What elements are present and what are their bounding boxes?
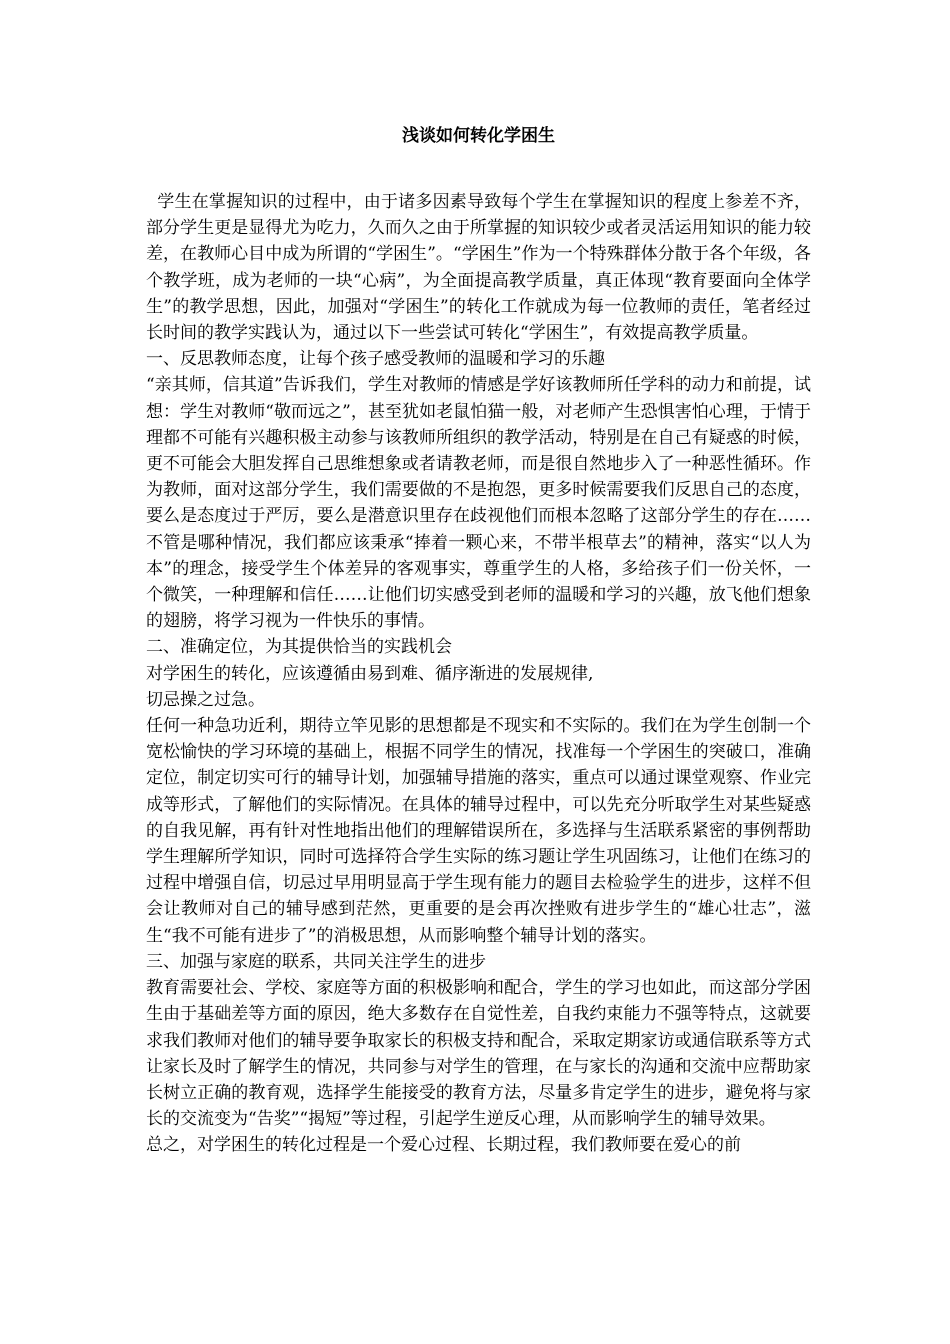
section-2-line-1: 对学困生的转化，应该遵循由易到难、循序渐进的发展规律, [146, 663, 594, 684]
section-2-heading: 二、准确定位，为其提供恰当的实践机会 [146, 637, 452, 658]
document-title: 浅谈如何转化学困生 [402, 126, 555, 146]
section-1-heading: 一、反思教师态度，让每个孩子感受教师的温暖和学习的乐趣 [146, 349, 605, 370]
section-3-heading: 三、加强与家庭的联系，共同关注学生的进步 [146, 951, 486, 972]
intro-paragraph: 学生在掌握知识的过程中，由于诸多因素导致每个学生在掌握知识的程度上参差不齐，部分学生更是显得尤为吃力，久而久之由于所掌握的知识较少或者灵活运用知识的能力较差，在教师心目中成为所谓的“学困生”。“学困生”作为一个特殊群体分散于各个年级，各个教学班，成为老师的一块“心病”，为全面提高教学质量，真正体现“教育要面向全体学生”的教学思想，因此，加强对“学困生”的转化工作就成为每一位教师的责任，笔者经过长时间的教学实践认为，通过以下一些尝试可转化“学困生”，有效提高教学质量。 [146, 192, 812, 344]
section-3-body: 教育需要社会、学校、家庭等方面的积极影响和配合，学生的学习也如此，而这部分学困生由于基础差等方面的原因，绝大多数存在自觉性差，自我约束能力不强等特点，这就要求我们教师对他们的辅导要争取家长的积极支持和配合，采取定期家访或通信联系等方式让家长及时了解学生的情况，共同参与对学生的管理，在与家长的沟通和交流中应帮助家长树立正确的教育观，选择学生能接受的教育方法，尽量多肯定学生的进步，避免将与家长的交流变为“告奖”“揭短”等过程，引起学生逆反心理，从而影响学生的辅导效果。 [146, 978, 811, 1130]
section-1-body: “亲其师，信其道”告诉我们，学生对教师的情感是学好该教师所任学科的动力和前提，试想：学生对教师“敬而远之”，甚至犹如老鼠怕猫一般，对老师产生恐惧害怕心理，于情于理都不可能有兴趣积极主动参与该教师所组织的教学活动，特别是在自己有疑惑的时候，更不可能会大胆发挥自己思维想象或者请教老师，而是很自然地步入了一种恶性循环。作为教师，面对这部分学生，我们需要做的不是抱怨，更多时候需要我们反思自己的态度，要么是态度过于严厉，要么是潜意识里存在歧视他们而根本忽略了这部分学生的存在……不管是哪种情况，我们都应该秉承“捧着一颗心来，不带半根草去”的精神，落实“以人为本”的理念，接受学生个体差异的客观事实，尊重学生的人格，多给孩子们一份关怀，一个微笑，一种理解和信任……让他们切实感受到老师的温暖和学习的兴趣，放飞他们想象的翅膀，将学习视为一件快乐的事情。 [146, 375, 811, 632]
section-2-line-2: 切忌操之过急。 [146, 689, 265, 710]
conclusion-paragraph: 总之，对学困生的转化过程是一个爱心过程、长期过程，我们教师要在爱心的前 [146, 1135, 741, 1156]
section-2-body: 任何一种急功近利，期待立竿见影的思想都是不现实和不实际的。我们在为学生创制一个宽松愉快的学习环境的基础上，根据不同学生的情况，找准每一个学困生的突破口，准确定位，制定切实可行的辅导计划，加强辅导措施的落实，重点可以通过课堂观察、作业完成等形式，了解他们的实际情况。在具体的辅导过程中，可以先充分听取学生对某些疑惑的自我见解，再有针对性地指出他们的理解错误所在，多选择与生活联系紧密的事例帮助学生理解所学知识，同时可选择符合学生实际的练习题让学生巩固练习，让他们在练习的过程中增强自信，切忌过早用明显高于学生现有能力的题目去检验学生的进步，这样不但会让教师对自己的辅导感到茫然，更重要的是会再次挫败有进步学生的“雄心壮志”，滋生“我不可能有进步了”的消极思想，从而影响整个辅导计划的落实。 [146, 716, 811, 946]
document-body [146, 189, 811, 1159]
